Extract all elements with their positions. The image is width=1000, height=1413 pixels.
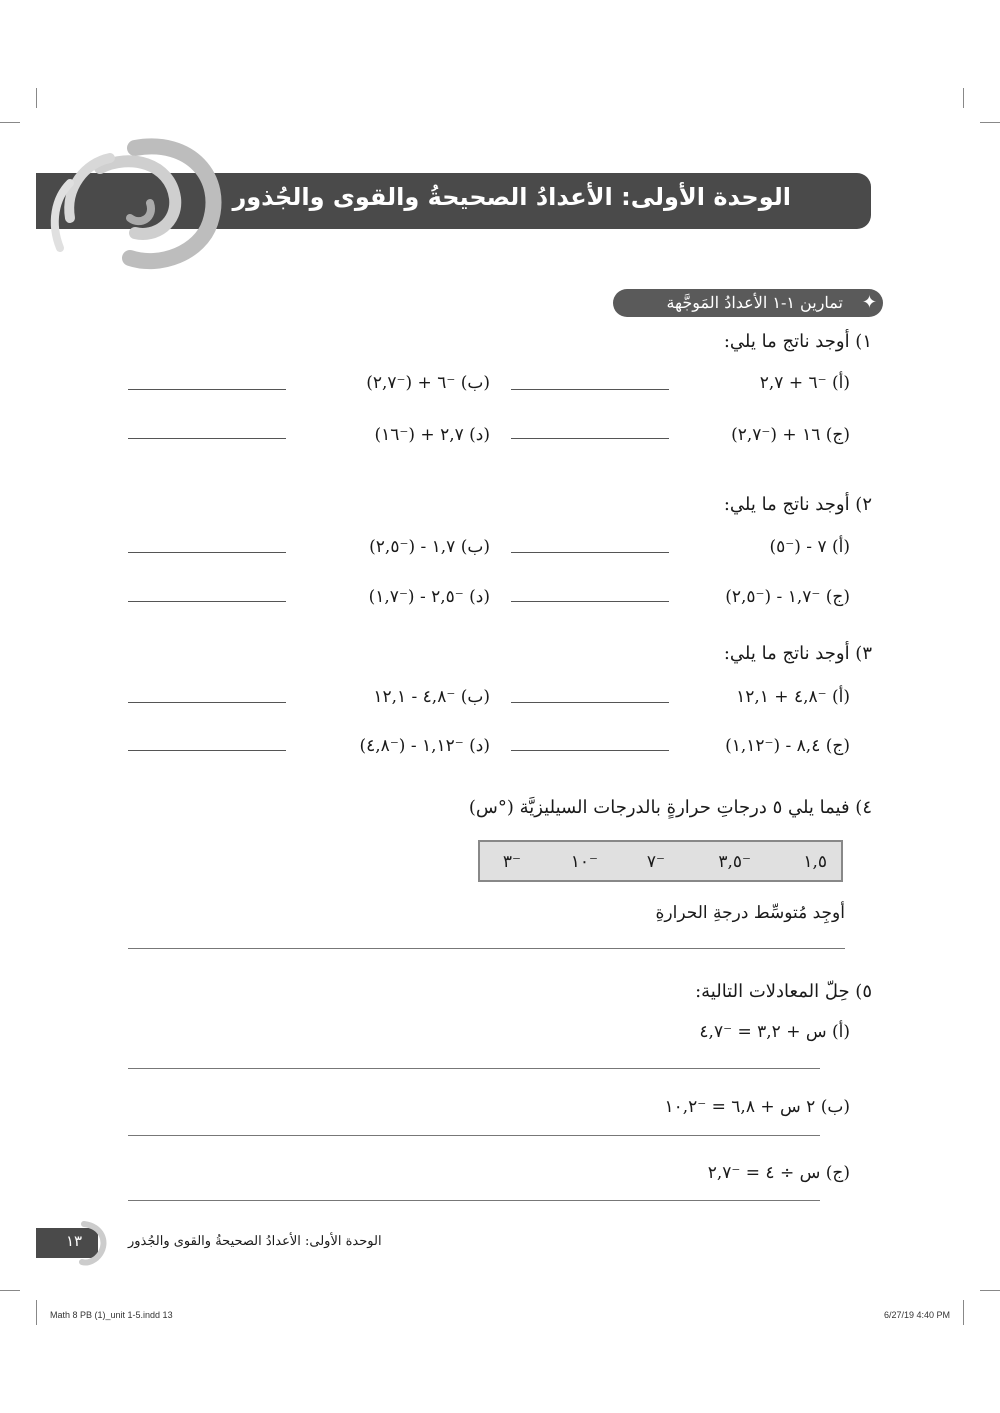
answer-line[interactable] <box>128 948 845 949</box>
crop-mark <box>0 1290 20 1291</box>
print-timestamp: 6/27/19 4:40 PM <box>884 1310 951 1320</box>
crop-mark <box>0 122 20 123</box>
temp-cell: ⁻١٠ <box>570 852 598 872</box>
question-1-title: ١) أوجد ناتج ما يلي: <box>723 331 872 352</box>
question-2-title: ٢) أوجد ناتج ما يلي: <box>723 494 872 515</box>
answer-line[interactable] <box>128 601 286 602</box>
q2-d: (د) ⁻٢,٥ - (⁻١,٧) <box>368 587 490 607</box>
q1-a: (أ) ⁻٦ + ٢,٧ <box>759 373 850 393</box>
answer-line[interactable] <box>128 438 286 439</box>
answer-line[interactable] <box>511 389 669 390</box>
question-5-title: ٥) حِلّ المعادلات التالية: <box>695 981 872 1002</box>
file-info: Math 8 PB (1)_unit 1-5.indd 13 <box>50 1310 173 1320</box>
question-4-title: ٤) فيما يلي ٥ درجاتِ حرارةٍ بالدرجات السيليزيَّة (°س) <box>468 797 872 818</box>
answer-line[interactable] <box>128 552 286 553</box>
answer-line[interactable] <box>128 1200 820 1201</box>
temp-cell: ⁻٧ <box>646 852 665 872</box>
q3-c: (ج) ٨,٤ - (⁻١,١٢) <box>725 736 850 756</box>
footer-swirl-icon <box>78 1220 110 1266</box>
q5-b: (ب) ٢ س + ٦,٨ = ⁻١٠,٢ <box>664 1097 850 1117</box>
answer-line[interactable] <box>128 702 286 703</box>
q2-b: (ب) ١,٧ - (⁻٢,٥) <box>369 537 490 557</box>
temp-cell: ⁻٣,٥ <box>718 852 751 872</box>
answer-line[interactable] <box>128 389 286 390</box>
question-3-title: ٣) أوجد ناتج ما يلي: <box>723 643 872 664</box>
temp-cell: ١,٥ <box>803 852 827 872</box>
star-icon: ✦ <box>861 292 877 313</box>
answer-line[interactable] <box>511 601 669 602</box>
q5-a: (أ) س + ٣,٢ = ⁻٤,٧ <box>699 1022 850 1042</box>
q4-instruction: أوجِد مُتوسِّط درجةِ الحرارةِ <box>655 903 845 923</box>
crop-mark <box>980 122 1000 123</box>
q2-a: (أ) ٧ - (⁻٥) <box>769 537 850 557</box>
crop-mark <box>963 1300 964 1325</box>
q1-c: (ج) ١٦ + (⁻٢,٧) <box>731 425 850 445</box>
answer-line[interactable] <box>511 552 669 553</box>
answer-line[interactable] <box>128 1068 820 1069</box>
page-number: ١٣ <box>66 1232 83 1250</box>
answer-line[interactable] <box>128 1135 820 1136</box>
running-title: الوحدة الأولى: الأعدادُ الصحيحةُ والقوى والجُذور <box>128 1234 382 1249</box>
unit-title: الوحدة الأولى: الأعدادُ الصحيحةُ والقوى والجُذور <box>232 183 791 211</box>
crop-mark <box>980 1290 1000 1291</box>
section-header <box>613 289 883 317</box>
q5-c: (ج) س ÷ ٤ = ⁻٢,٧ <box>707 1163 850 1183</box>
q3-a: (أ) ⁻٤,٨ + ١٢,١ <box>736 687 850 707</box>
q1-d: (د) ٢,٧ + (⁻١٦) <box>374 425 490 445</box>
answer-line[interactable] <box>511 438 669 439</box>
answer-line[interactable] <box>511 750 669 751</box>
swirl-logo-icon <box>40 128 230 278</box>
answer-line[interactable] <box>511 702 669 703</box>
answer-line[interactable] <box>128 750 286 751</box>
crop-mark <box>36 1300 37 1325</box>
temp-cell: ⁻٣ <box>502 852 521 872</box>
section-title: تمارين ١-١ الأعدادُ المَوجَّهة <box>666 293 843 312</box>
temperature-table <box>478 840 843 882</box>
crop-mark <box>36 88 37 108</box>
q3-d: (د) ⁻١,١٢ - (⁻٤,٨) <box>359 736 490 756</box>
q3-b: (ب) ⁻٤,٨ - ١٢,١ <box>373 687 490 707</box>
crop-mark <box>963 88 964 108</box>
q1-b: (ب) ⁻٦ + (⁻٢,٧) <box>366 373 490 393</box>
q2-c: (ج) ⁻١,٧ - (⁻٢,٥) <box>725 587 850 607</box>
